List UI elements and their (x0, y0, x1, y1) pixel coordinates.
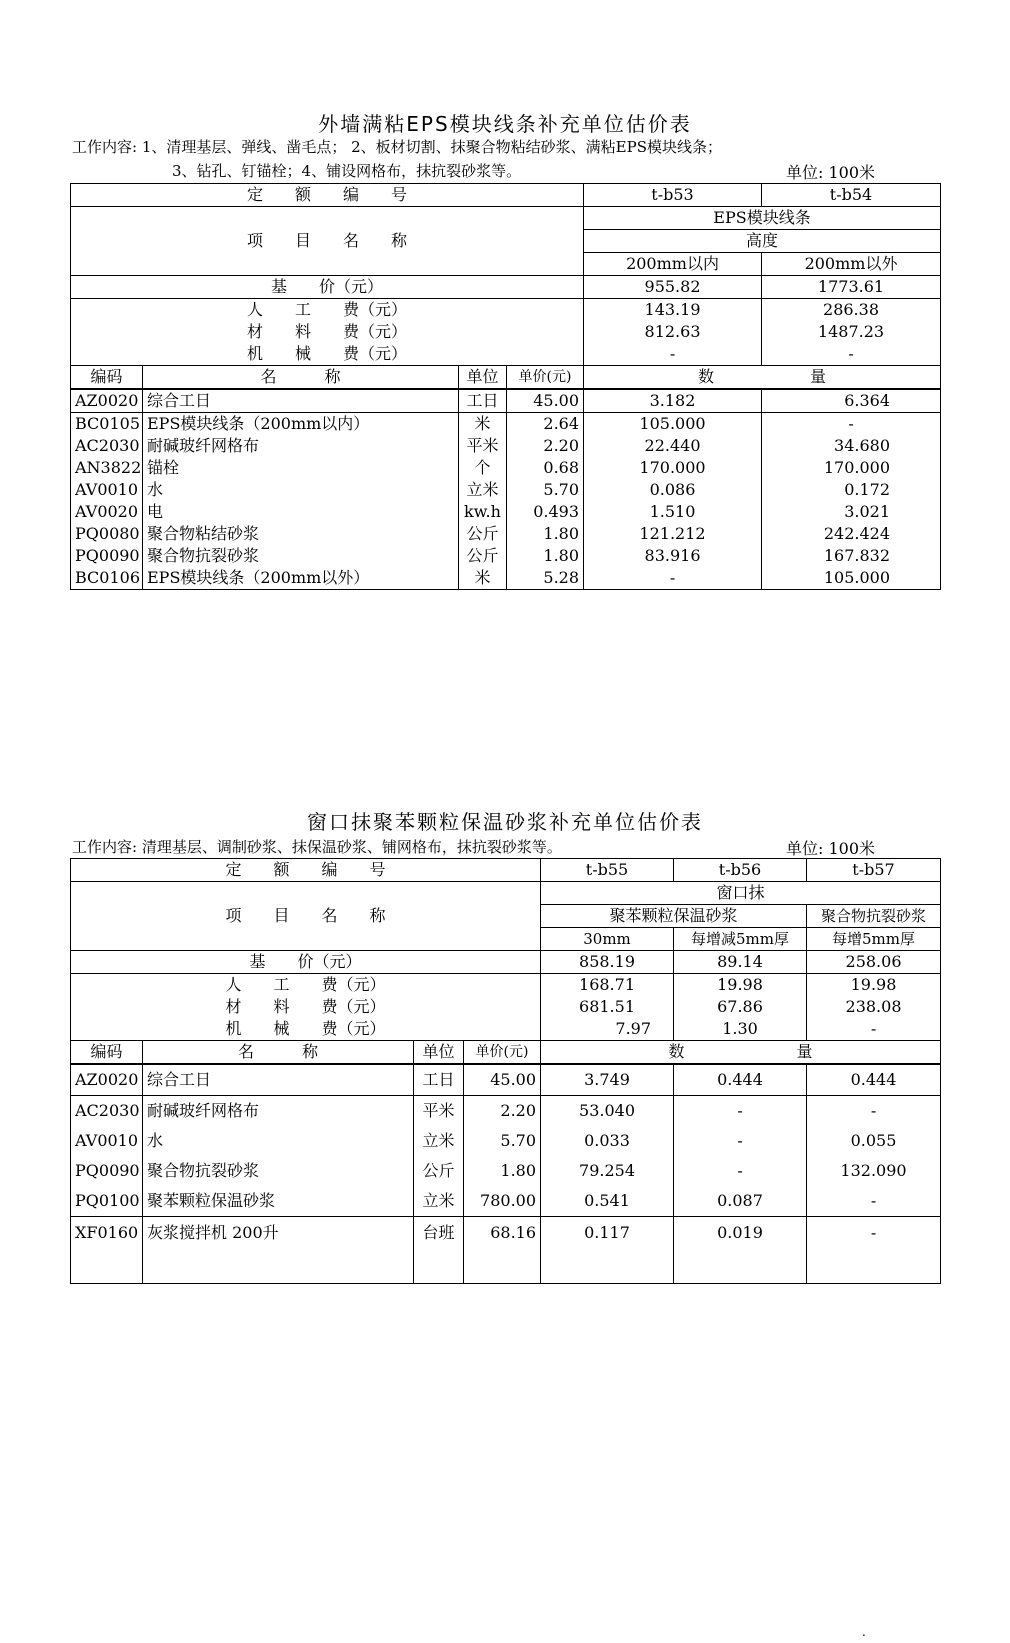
row-code: AV0010 (71, 479, 143, 501)
code-t-b57: t-b57 (807, 859, 941, 882)
table-row (71, 1018, 941, 1041)
material-value: 812.63 (584, 321, 762, 343)
row-qty: 83.916 (584, 545, 762, 567)
row-qty: 105.000 (762, 567, 941, 590)
row-qty: 0.444 (807, 1064, 941, 1096)
labor-value: 143.19 (584, 299, 762, 322)
row-name: 聚苯颗粒保温砂浆 (143, 1186, 414, 1217)
col-code-header: 编码 (71, 1041, 143, 1065)
machine-value: 7.97 (541, 1018, 674, 1041)
row-price: 1.80 (507, 545, 584, 567)
code-t-b54: t-b54 (762, 184, 941, 207)
row-price: 2.20 (507, 435, 584, 457)
row-qty: 170.000 (762, 457, 941, 479)
table-row (71, 859, 941, 882)
row-qty: 22.440 (584, 435, 762, 457)
material-value: 681.51 (541, 996, 674, 1018)
row-qty: 0.117 (541, 1217, 674, 1284)
col-price-header: 单价(元) (507, 366, 584, 390)
row-qty: 105.000 (584, 413, 762, 436)
machine-label: 机 械 费（元） (71, 343, 584, 366)
table2-unit: 单位: 100米 (786, 839, 876, 858)
row-code: PQ0090 (71, 545, 143, 567)
subgroup-header: 聚苯颗粒保温砂浆 (541, 905, 807, 928)
labor-value: 19.98 (674, 974, 807, 997)
row-qty: 0.087 (674, 1186, 807, 1217)
variant-header: 每增5mm厚 (807, 928, 941, 951)
row-qty: 3.021 (762, 501, 941, 523)
base-price-value: 89.14 (674, 951, 807, 974)
table-row (71, 545, 941, 567)
row-name: 水 (143, 479, 459, 501)
row-unit: 平米 (414, 1096, 464, 1127)
table-row (71, 1064, 941, 1096)
row-unit: 工日 (459, 389, 507, 413)
row-name: EPS模块线条（200mm以内） (143, 413, 459, 436)
row-code: AN3822 (71, 457, 143, 479)
row-unit: 个 (459, 457, 507, 479)
row-code: XF0160 (71, 1217, 143, 1284)
row-qty: 0.172 (762, 479, 941, 501)
code-t-b56: t-b56 (674, 859, 807, 882)
table-row (71, 523, 941, 545)
column-header-row (71, 366, 941, 390)
table-row (71, 951, 941, 974)
row-code: AC2030 (71, 1096, 143, 1127)
row-unit: 公斤 (459, 523, 507, 545)
material-value: 238.08 (807, 996, 941, 1018)
code-t-b55: t-b55 (541, 859, 674, 882)
table1 (70, 183, 941, 590)
labor-label: 人 工 费（元） (71, 299, 584, 322)
row-code: AZ0020 (71, 389, 143, 413)
table-row (71, 413, 941, 436)
row-qty: 132.090 (807, 1156, 941, 1186)
col-price-header: 单价(元) (464, 1041, 541, 1065)
row-code: PQ0100 (71, 1186, 143, 1217)
row-name: 综合工日 (143, 1064, 414, 1096)
table1-work-content-line2: 3、钻孔、钉锚栓；4、铺设网格布，抹抗裂砂浆等。 (172, 162, 522, 180)
row-code: AV0020 (71, 501, 143, 523)
table-row (71, 435, 941, 457)
base-price-value: 1773.61 (762, 276, 941, 299)
row-price: 5.70 (507, 479, 584, 501)
row-unit: 工日 (414, 1064, 464, 1096)
material-label: 材 料 费（元） (71, 321, 584, 343)
machine-value: - (584, 343, 762, 366)
row-qty: 6.364 (762, 389, 941, 413)
base-price-label: 基 价（元） (71, 951, 541, 974)
row-qty: 34.680 (762, 435, 941, 457)
row-qty: 170.000 (584, 457, 762, 479)
row-unit: 米 (459, 413, 507, 436)
table-row (71, 567, 941, 590)
table2-title: 窗口抹聚苯颗粒保温砂浆补充单位估价表 (307, 810, 703, 834)
row-qty: - (807, 1096, 941, 1127)
row-price: 5.28 (507, 567, 584, 590)
row-price: 68.16 (464, 1217, 541, 1284)
table-row (71, 457, 941, 479)
row-price: 5.70 (464, 1126, 541, 1156)
col-unit-header: 单位 (414, 1041, 464, 1065)
base-price-value: 858.19 (541, 951, 674, 974)
table-row (71, 321, 941, 343)
row-code: PQ0090 (71, 1156, 143, 1186)
row-qty: 79.254 (541, 1156, 674, 1186)
table-row (71, 479, 941, 501)
table2 (70, 858, 941, 1284)
row-unit: 立米 (459, 479, 507, 501)
row-qty: - (584, 567, 762, 590)
row-qty: - (762, 413, 941, 436)
row-price: 45.00 (464, 1064, 541, 1096)
machine-value: - (762, 343, 941, 366)
row-name: 聚合物粘结砂浆 (143, 523, 459, 545)
row-code: BC0106 (71, 567, 143, 590)
variant-header: 200mm以内 (584, 253, 762, 276)
material-value: 1487.23 (762, 321, 941, 343)
row-qty: 1.510 (584, 501, 762, 523)
row-qty: 0.541 (541, 1186, 674, 1217)
row-price: 2.20 (464, 1096, 541, 1127)
machine-value: - (807, 1018, 941, 1041)
base-price-label: 基 价（元） (71, 276, 584, 299)
column-header-row (71, 1041, 941, 1065)
row-qty: 3.182 (584, 389, 762, 413)
machine-label: 机 械 费（元） (71, 1018, 541, 1041)
table1-unit: 单位: 100米 (786, 163, 876, 182)
row-price: 780.00 (464, 1186, 541, 1217)
table-row (71, 1156, 941, 1186)
row-price: 1.80 (464, 1156, 541, 1186)
quota-number-label: 定 额 编 号 (71, 184, 584, 207)
col-qty-header: 数 量 (541, 1041, 941, 1065)
row-price: 0.493 (507, 501, 584, 523)
row-code: BC0105 (71, 413, 143, 436)
row-code: AC2030 (71, 435, 143, 457)
table-row (71, 343, 941, 366)
row-code: AZ0020 (71, 1064, 143, 1096)
machine-value: 1.30 (674, 1018, 807, 1041)
variant-header: 每增减5mm厚 (674, 928, 807, 951)
row-name: 聚合物抗裂砂浆 (143, 545, 459, 567)
table2-work-content: 工作内容: 清理基层、调制砂浆、抹保温砂浆、铺网格布，抹抗裂砂浆等。 (72, 838, 562, 856)
col-name-header: 名 称 (143, 366, 459, 390)
labor-value: 168.71 (541, 974, 674, 997)
base-price-value: 955.82 (584, 276, 762, 299)
row-qty: 0.033 (541, 1126, 674, 1156)
table-row (71, 389, 941, 413)
col-unit-header: 单位 (459, 366, 507, 390)
row-name: 综合工日 (143, 389, 459, 413)
row-price: 2.64 (507, 413, 584, 436)
row-unit: 平米 (459, 435, 507, 457)
row-price: 1.80 (507, 523, 584, 545)
row-qty: 121.212 (584, 523, 762, 545)
table-row (71, 1217, 941, 1284)
table-row (71, 299, 941, 322)
row-unit: 米 (459, 567, 507, 590)
row-unit: 公斤 (459, 545, 507, 567)
row-unit: 立米 (414, 1186, 464, 1217)
table-row (71, 996, 941, 1018)
table-row (71, 1186, 941, 1217)
base-price-value: 258.06 (807, 951, 941, 974)
table1-title: 外墙满粘EPS模块线条补充单位估价表 (318, 112, 692, 136)
row-name: 耐碱玻纤网格布 (143, 435, 459, 457)
material-value: 67.86 (674, 996, 807, 1018)
labor-value: 286.38 (762, 299, 941, 322)
row-qty: - (674, 1096, 807, 1127)
row-qty: 0.019 (674, 1217, 807, 1284)
table-row (71, 207, 941, 230)
row-qty: - (674, 1156, 807, 1186)
row-name: 水 (143, 1126, 414, 1156)
subgroup-header: 聚合物抗裂砂浆 (807, 905, 941, 928)
row-name: 锚栓 (143, 457, 459, 479)
item-name-label: 项 目 名 称 (71, 207, 584, 276)
labor-label: 人 工 费（元） (71, 974, 541, 997)
row-code: PQ0080 (71, 523, 143, 545)
col-name-header: 名 称 (143, 1041, 414, 1065)
row-name: 灰浆搅拌机 200升 (143, 1217, 414, 1284)
variant-header: 30mm (541, 928, 674, 951)
group-header: EPS模块线条 (584, 207, 941, 230)
code-t-b53: t-b53 (584, 184, 762, 207)
row-qty: 53.040 (541, 1096, 674, 1127)
row-qty: 0.444 (674, 1064, 807, 1096)
group-header: 窗口抹 (541, 882, 941, 905)
row-qty: 0.055 (807, 1126, 941, 1156)
table1-work-content-line1: 工作内容: 1、清理基层、弹线、凿毛点； 2、板材切割、抹聚合物粘结砂浆、满粘EPS模块线条； (72, 138, 722, 156)
quota-number-label: 定 额 编 号 (71, 859, 541, 882)
row-qty: 167.832 (762, 545, 941, 567)
row-name: 耐碱玻纤网格布 (143, 1096, 414, 1127)
subgroup-header: 高度 (584, 230, 941, 253)
row-qty: 3.749 (541, 1064, 674, 1096)
row-unit: 台班 (414, 1217, 464, 1284)
table-row (71, 184, 941, 207)
row-qty: - (807, 1217, 941, 1284)
table-row (71, 882, 941, 905)
row-qty: - (807, 1186, 941, 1217)
row-name: EPS模块线条（200mm以外） (143, 567, 459, 590)
row-name: 电 (143, 501, 459, 523)
table-row (71, 1126, 941, 1156)
table-row (71, 276, 941, 299)
item-name-label: 项 目 名 称 (71, 882, 541, 951)
row-name: 聚合物抗裂砂浆 (143, 1156, 414, 1186)
row-qty: 0.086 (584, 479, 762, 501)
row-code: AV0010 (71, 1126, 143, 1156)
row-unit: 立米 (414, 1126, 464, 1156)
row-unit: 公斤 (414, 1156, 464, 1186)
row-price: 0.68 (507, 457, 584, 479)
footer-mark: . (862, 1625, 866, 1639)
col-qty-header: 数 量 (584, 366, 941, 390)
col-code-header: 编码 (71, 366, 143, 390)
row-unit: kw.h (459, 501, 507, 523)
material-label: 材 料 费（元） (71, 996, 541, 1018)
table-row (71, 1096, 941, 1127)
table-row (71, 501, 941, 523)
variant-header: 200mm以外 (762, 253, 941, 276)
row-price: 45.00 (507, 389, 584, 413)
labor-value: 19.98 (807, 974, 941, 997)
row-qty: - (674, 1126, 807, 1156)
table-row (71, 974, 941, 997)
row-qty: 242.424 (762, 523, 941, 545)
